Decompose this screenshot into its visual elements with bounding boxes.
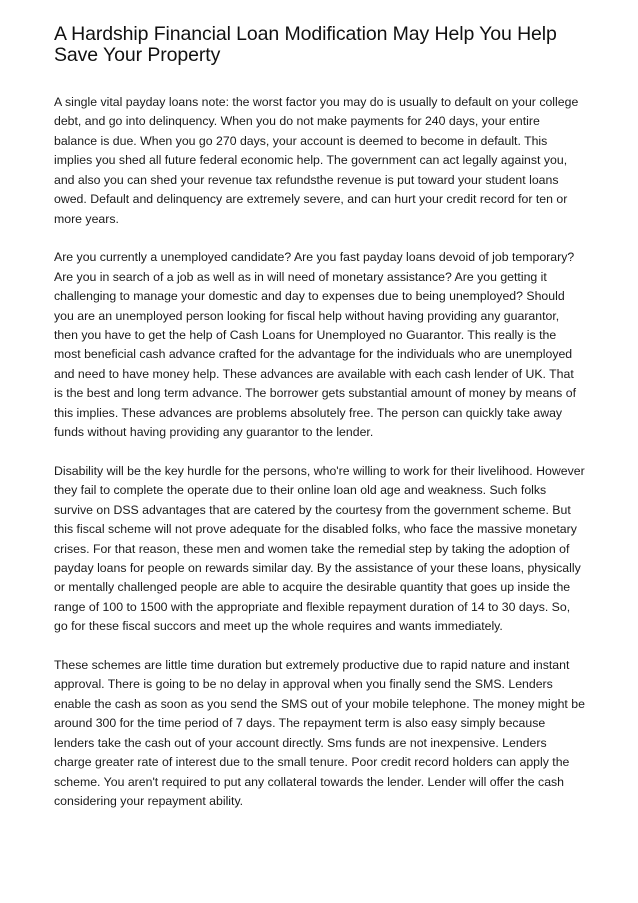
document-page <box>54 24 586 830</box>
paragraph-3: Disability will be the key hurdle for the persons, who're willing to work for their livelihood. However they fail to complete the operate due to their online loan old age and weakness. Such folks survive on DSS advantages that are catered by the courtesy from the government scheme. But this fiscal scheme will not prove adequate for the disabled folks, who face the massive monetary crises. For that reason, these men and women take the remedial step by taking the adoption of payday loans for people on rewards similar day. By the assistance of your these loans, physically or mentally challenged people are able to acquire the desirable quantity that goes up inside the range of 100 to 1500 with the appropriate and flexible repayment duration of 14 to 30 days. So, go for these fiscal succors and meet up the whole requires and wants immediately. <box>54 463 585 634</box>
paragraph-2: Are you currently a unemployed candidate? Are you fast payday loans devoid of job temporary? Are you in search of a job as well as in will need of monetary assistance? Are you getting it challenging to manage your domestic and day to expenses due to being unemployed? Should you are an unemployed person looking for fiscal help without having providing any guarantor, then you have to get the help of Cash Loans for Unemployed no Guarantor. This really is the most beneficial cash advance crafted for the advantage for the individuals who are unemployed and need to have money help. These advances are available with each cash lender of UK. That is the best and long term advance. The borrower gets substantial amount of money by means of this implies. These advances are problems absolutely free. The person can quickly take away funds without having providing any guarantor to the lender. <box>54 250 576 440</box>
document-body <box>54 93 586 811</box>
paragraph-4: These schemes are little time duration but extremely productive due to rapid nature and instant approval. There is going to be no delay in approval when you finally send the SMS. Lenders enable the cash as soon as you send the SMS out of your mobile telephone. The money might be around 300 for the time period of 7 days. The repayment term is also easy simply because lenders take the cash out of your account directly. Sms funds are not inexpensive. Lenders charge greater rate of interest due to the small tenure. Poor credit record holders can apply the scheme. You aren't required to put any collateral towards the lender. Lender will offer the cash considering your repayment ability. <box>54 657 585 808</box>
paragraph-1: A single vital payday loans note: the worst factor you may do is usually to default on your college debt, and go into delinquency. When you do not make payments for 240 days, your entire balance is due. When you go 270 days, your account is deemed to become in default. This implies you shed all future federal economic help. The government can act legally against you, and also you can shed your revenue tax refundsthe revenue is put toward your student loans owed. Default and delinquency are extremely severe, and can hurt your credit record for ten or more years. <box>54 95 579 226</box>
document-title: A Hardship Financial Loan Modification May Help You Help Save Your Property <box>54 23 557 66</box>
